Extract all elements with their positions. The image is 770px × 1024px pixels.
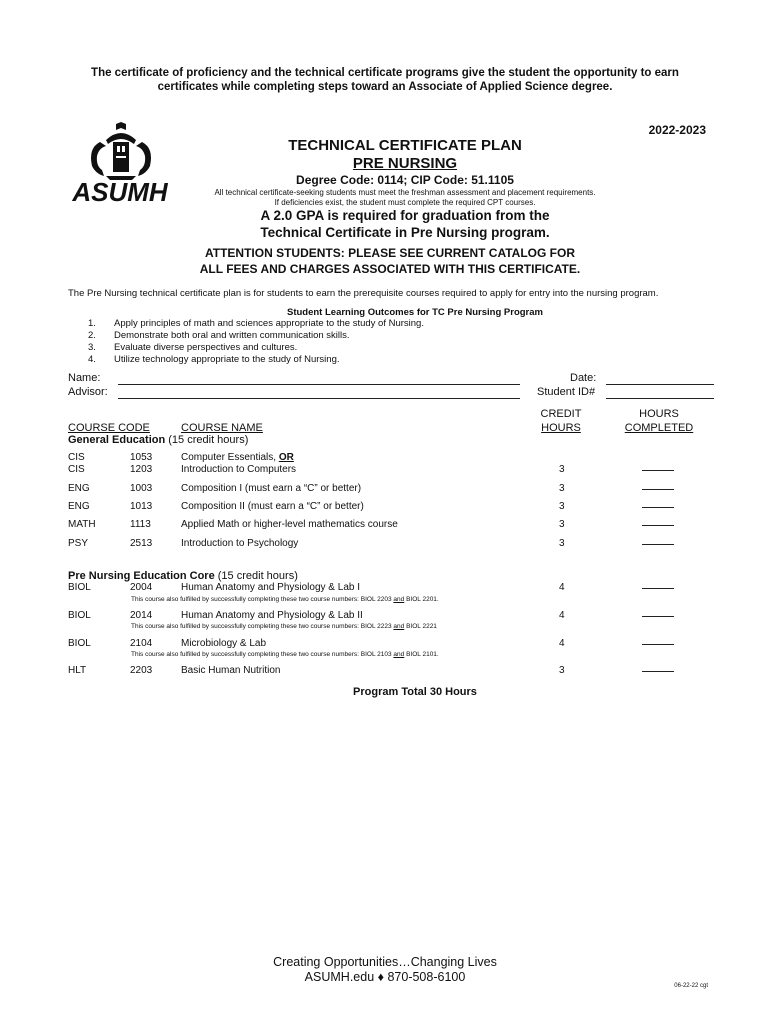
course-row: ENG 1003 Composition I (must earn a “C” or better) 3 [68, 483, 708, 497]
course-row: ENG 1013 Composition II (must earn a “C” or better) 3 [68, 501, 708, 515]
course-row: CIS 1053 Computer Essentials, OR [68, 452, 294, 463]
student-id-field[interactable] [606, 398, 714, 399]
footer-tagline: Creating Opportunities…Changing Lives [273, 955, 497, 969]
course-note: This course also fulfilled by successfully completing these two course numbers: BIOL 2103 and BIOL 2101. [131, 651, 439, 658]
hours-completed-field[interactable] [642, 507, 674, 508]
date-field[interactable] [606, 384, 714, 385]
outcome-item: 1. Apply principles of math and sciences appropriate to the study of Nursing. [88, 318, 424, 329]
program-total: Program Total 30 Hours [353, 686, 477, 698]
gen-ed-section-title: General Education (15 credit hours) [68, 434, 249, 446]
academic-year: 2022-2023 [648, 123, 706, 137]
gpa-requirement: A 2.0 GPA is required for graduation from the [260, 208, 550, 223]
requirement-text: All technical certificate-seeking students must meet the freshman assessment and placement requirements. [214, 188, 596, 197]
advisor-field[interactable] [118, 398, 520, 399]
course-row: PSY 2513 Introduction to Psychology 3 [68, 538, 708, 552]
program-title: PRE NURSING [352, 155, 458, 172]
intro-statement: The certificate of proficiency and the technical certificate programs give the student the opportunity to earn certificates while completing steps toward an Associate of Applied Science degree. [91, 67, 679, 93]
student-id-label: Student ID# [537, 386, 596, 398]
hours-completed-field[interactable] [642, 671, 674, 672]
course-name-header: COURSE NAME [181, 422, 263, 434]
hours-completed-field[interactable] [642, 525, 674, 526]
hours-completed-header: HOURS [639, 408, 679, 420]
svg-text:ASUMH: ASUMH [72, 177, 168, 204]
asumh-logo [66, 122, 176, 204]
name-label: Name: [68, 372, 101, 384]
hours-completed-field[interactable] [642, 644, 674, 645]
outcome-item: 2. Demonstrate both oral and written communication skills. [88, 330, 350, 341]
course-row: HLT 2203 Basic Human Nutrition 3 [68, 665, 708, 679]
hours-completed-field[interactable] [642, 470, 674, 471]
name-field[interactable] [118, 384, 520, 385]
outcome-item: 4. Utilize technology appropriate to the study of Nursing. [88, 354, 340, 365]
program-purpose: The Pre Nursing technical certificate plan is for students to earn the prerequisite courses required to apply for entry into the nursing program. [68, 288, 659, 299]
attention-notice: ATTENTION STUDENTS: PLEASE SEE CURRENT CATALOG FOR [204, 246, 575, 260]
credit-hours-header: CREDIT [540, 408, 582, 420]
credit-hours-header: HOURS [541, 422, 581, 434]
gpa-requirement: Technical Certificate in Pre Nursing program. [260, 225, 550, 240]
course-note: This course also fulfilled by successfully completing these two course numbers: BIOL 2203 and BIOL 2201. [131, 596, 439, 603]
course-row: BIOL 2004 Human Anatomy and Physiology & Lab I 4 [68, 582, 708, 596]
revision-date: 06-22-22 cgt [674, 983, 708, 989]
outcome-item: 3. Evaluate diverse perspectives and cultures. [88, 342, 298, 353]
course-code-header: COURSE CODE [68, 422, 150, 434]
course-row: CIS 1203 Introduction to Computers 3 [68, 464, 708, 478]
course-note: This course also fulfilled by successfully completing these two course numbers: BIOL 2223 and BIOL 2221 [131, 623, 437, 630]
core-section-title: Pre Nursing Education Core (15 credit hours) [68, 570, 298, 582]
attention-notice: ALL FEES AND CHARGES ASSOCIATED WITH THIS CERTIFICATE. [199, 262, 581, 276]
requirement-text: If deficiencies exist, the student must complete the required CPT courses. [274, 198, 536, 207]
hours-completed-field[interactable] [642, 588, 674, 589]
page-title: TECHNICAL CERTIFICATE PLAN [288, 137, 522, 154]
hours-completed-field[interactable] [642, 616, 674, 617]
advisor-label: Advisor: [68, 386, 108, 398]
hours-completed-field[interactable] [642, 544, 674, 545]
date-label: Date: [570, 372, 597, 384]
course-row: BIOL 2104 Microbiology & Lab 4 [68, 638, 708, 652]
course-row: MATH 1113 Applied Math or higher-level mathematics course 3 [68, 519, 708, 533]
footer-contact: ASUMH.edu ♦ 870-508-6100 [304, 970, 466, 984]
hours-completed-field[interactable] [642, 489, 674, 490]
outcomes-title: Student Learning Outcomes for TC Pre Nursing Program [286, 307, 543, 318]
degree-code: Degree Code: 0114; CIP Code: 51.1105 [296, 173, 514, 187]
course-row: BIOL 2014 Human Anatomy and Physiology & Lab II 4 [68, 610, 708, 624]
hours-completed-header: COMPLETED [624, 422, 694, 434]
